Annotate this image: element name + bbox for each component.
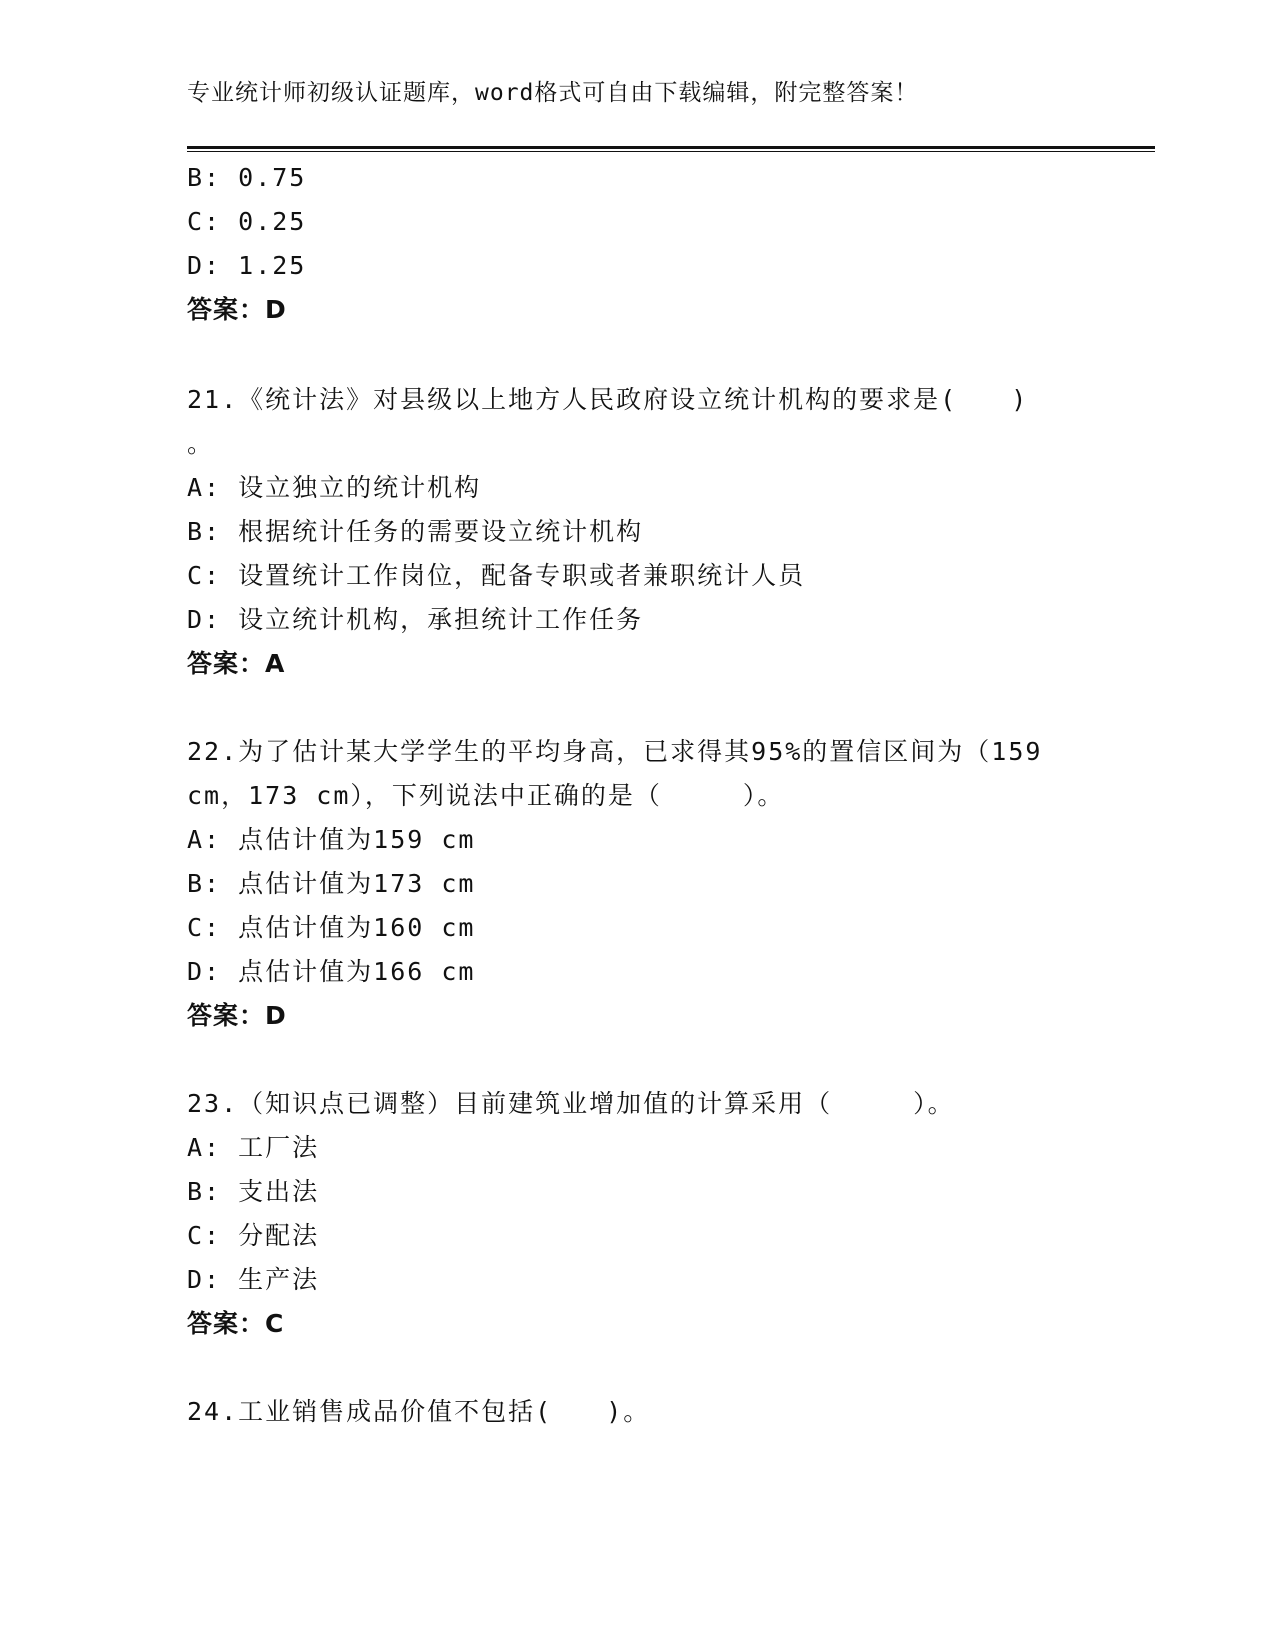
option-c: C: 0.25 — [187, 207, 307, 236]
question-22-stem-continued: cm，173 cm），下列说法中正确的是（ ）。 — [187, 781, 785, 810]
question-22-option-a: A: 点估计值为159 cm — [187, 825, 476, 854]
option-d: D: 1.25 — [187, 251, 307, 280]
question-22-option-c: C: 点估计值为160 cm — [187, 913, 476, 942]
option-b: B: 0.75 — [187, 163, 307, 192]
header-divider — [187, 146, 1155, 152]
question-24-stem: 24.工业销售成品价值不包括( )。 — [187, 1397, 651, 1426]
question-21-option-d: D: 设立统计机构，承担统计工作任务 — [187, 605, 644, 634]
question-23-answer: 答案：C — [187, 1309, 285, 1338]
question-23-option-a: A: 工厂法 — [187, 1133, 320, 1162]
question-21-option-c: C: 设置统计工作岗位，配备专职或者兼职统计人员 — [187, 561, 806, 590]
question-21-stem: 21.《统计法》对县级以上地方人民政府设立统计机构的要求是( ) — [187, 385, 1029, 414]
question-23-option-c: C: 分配法 — [187, 1221, 320, 1250]
question-21-stem-continued: 。 — [187, 429, 215, 458]
question-23-option-b: B: 支出法 — [187, 1177, 320, 1206]
question-21-option-a: A: 设立独立的统计机构 — [187, 473, 482, 502]
question-22-option-d: D: 点估计值为166 cm — [187, 957, 476, 986]
question-21-answer: 答案：A — [187, 649, 286, 678]
question-23-option-d: D: 生产法 — [187, 1265, 320, 1294]
question-22-stem: 22.为了估计某大学学生的平均身高，已求得其95%的置信区间为（159 — [187, 737, 1043, 766]
question-21-option-b: B: 根据统计任务的需要设立统计机构 — [187, 517, 644, 546]
question-22-answer: 答案：D — [187, 1001, 287, 1030]
question-22-option-b: B: 点估计值为173 cm — [187, 869, 476, 898]
page-header: 专业统计师初级认证题库，word格式可自由下载编辑，附完整答案！ — [187, 80, 919, 106]
question-23-stem: 23.（知识点已调整）目前建筑业增加值的计算采用（ ）。 — [187, 1089, 955, 1118]
answer-label: 答案：D — [187, 295, 287, 324]
